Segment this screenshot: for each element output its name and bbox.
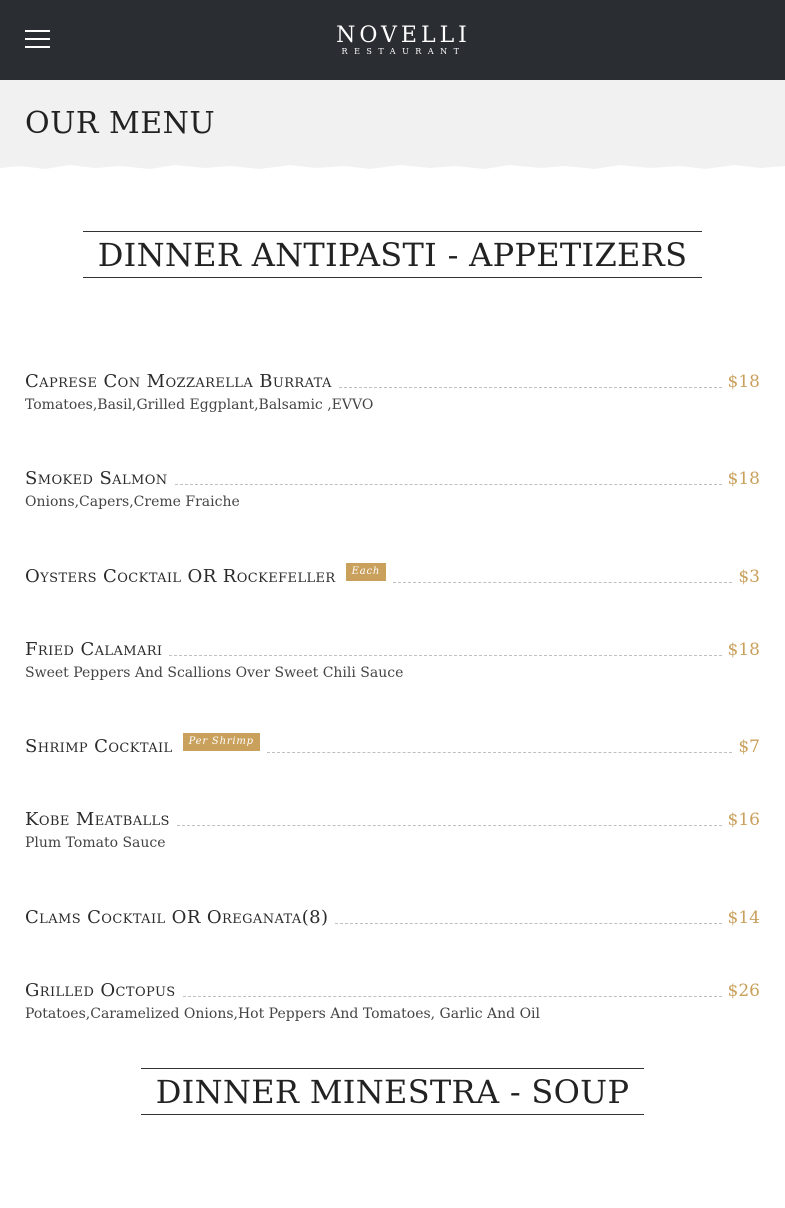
menu-item bbox=[25, 636, 760, 682]
item-price: $18 bbox=[727, 469, 760, 489]
dotted-leader bbox=[183, 995, 722, 997]
item-description: Tomatoes,Basil,Grilled Eggplant,Balsamic ,EVVO bbox=[25, 397, 374, 413]
item-name: Caprese Con Mozzarella Burrata bbox=[25, 371, 332, 392]
item-name: Kobe Meatballs bbox=[25, 809, 170, 830]
section-heading-text: DINNER ANTIPASTI - APPETIZERS bbox=[83, 231, 703, 278]
dotted-leader bbox=[339, 386, 722, 388]
section-heading-text: DINNER MINESTRA - SOUP bbox=[141, 1068, 645, 1115]
item-price: $18 bbox=[727, 372, 760, 392]
item-price: $14 bbox=[727, 908, 760, 928]
section-heading-soup bbox=[0, 1068, 785, 1115]
item-name: Fried Calamari bbox=[25, 639, 163, 660]
torn-edge bbox=[0, 163, 785, 171]
menu-item bbox=[25, 368, 760, 414]
item-price: $3 bbox=[738, 567, 760, 587]
item-name: Smoked Salmon bbox=[25, 468, 168, 489]
item-name: Grilled Octopus bbox=[25, 980, 176, 1001]
logo-name: NOVELLI bbox=[336, 23, 471, 48]
item-price: $16 bbox=[727, 810, 760, 830]
logo[interactable] bbox=[0, 24, 785, 57]
item-tag: Per Shrimp bbox=[183, 733, 260, 751]
item-tag: Each bbox=[346, 563, 387, 581]
item-description: Sweet Peppers And Scallions Over Sweet Chili Sauce bbox=[25, 665, 404, 681]
dotted-leader bbox=[177, 824, 722, 826]
dotted-leader bbox=[335, 922, 721, 924]
page-title: OUR MENU bbox=[25, 106, 216, 141]
dotted-leader bbox=[393, 581, 732, 583]
dotted-leader bbox=[169, 654, 721, 656]
item-price: $18 bbox=[727, 640, 760, 660]
menu-item bbox=[25, 465, 760, 511]
item-description: Onions,Capers,Creme Fraiche bbox=[25, 494, 240, 510]
item-price: $26 bbox=[727, 981, 760, 1001]
item-price: $7 bbox=[738, 737, 760, 757]
logo-subtitle: RESTAURANT bbox=[341, 47, 466, 56]
menu-item bbox=[25, 806, 760, 852]
dotted-leader bbox=[175, 483, 722, 485]
item-description: Plum Tomato Sauce bbox=[25, 835, 166, 851]
item-name: Shrimp Cocktail bbox=[25, 736, 173, 757]
item-name: Oysters Cocktail OR Rockefeller bbox=[25, 566, 336, 587]
menu-item bbox=[25, 563, 760, 589]
menu-item bbox=[25, 904, 760, 930]
section-heading-appetizers bbox=[0, 231, 785, 278]
menu-item bbox=[25, 733, 760, 759]
item-name: Clams Cocktail OR Oreganata(8) bbox=[25, 907, 329, 928]
dotted-leader bbox=[267, 751, 732, 753]
site-header bbox=[0, 0, 785, 80]
menu-item bbox=[25, 977, 760, 1023]
item-description: Potatoes,Caramelized Onions,Hot Peppers And Tomatoes, Garlic And Oil bbox=[25, 1006, 540, 1022]
